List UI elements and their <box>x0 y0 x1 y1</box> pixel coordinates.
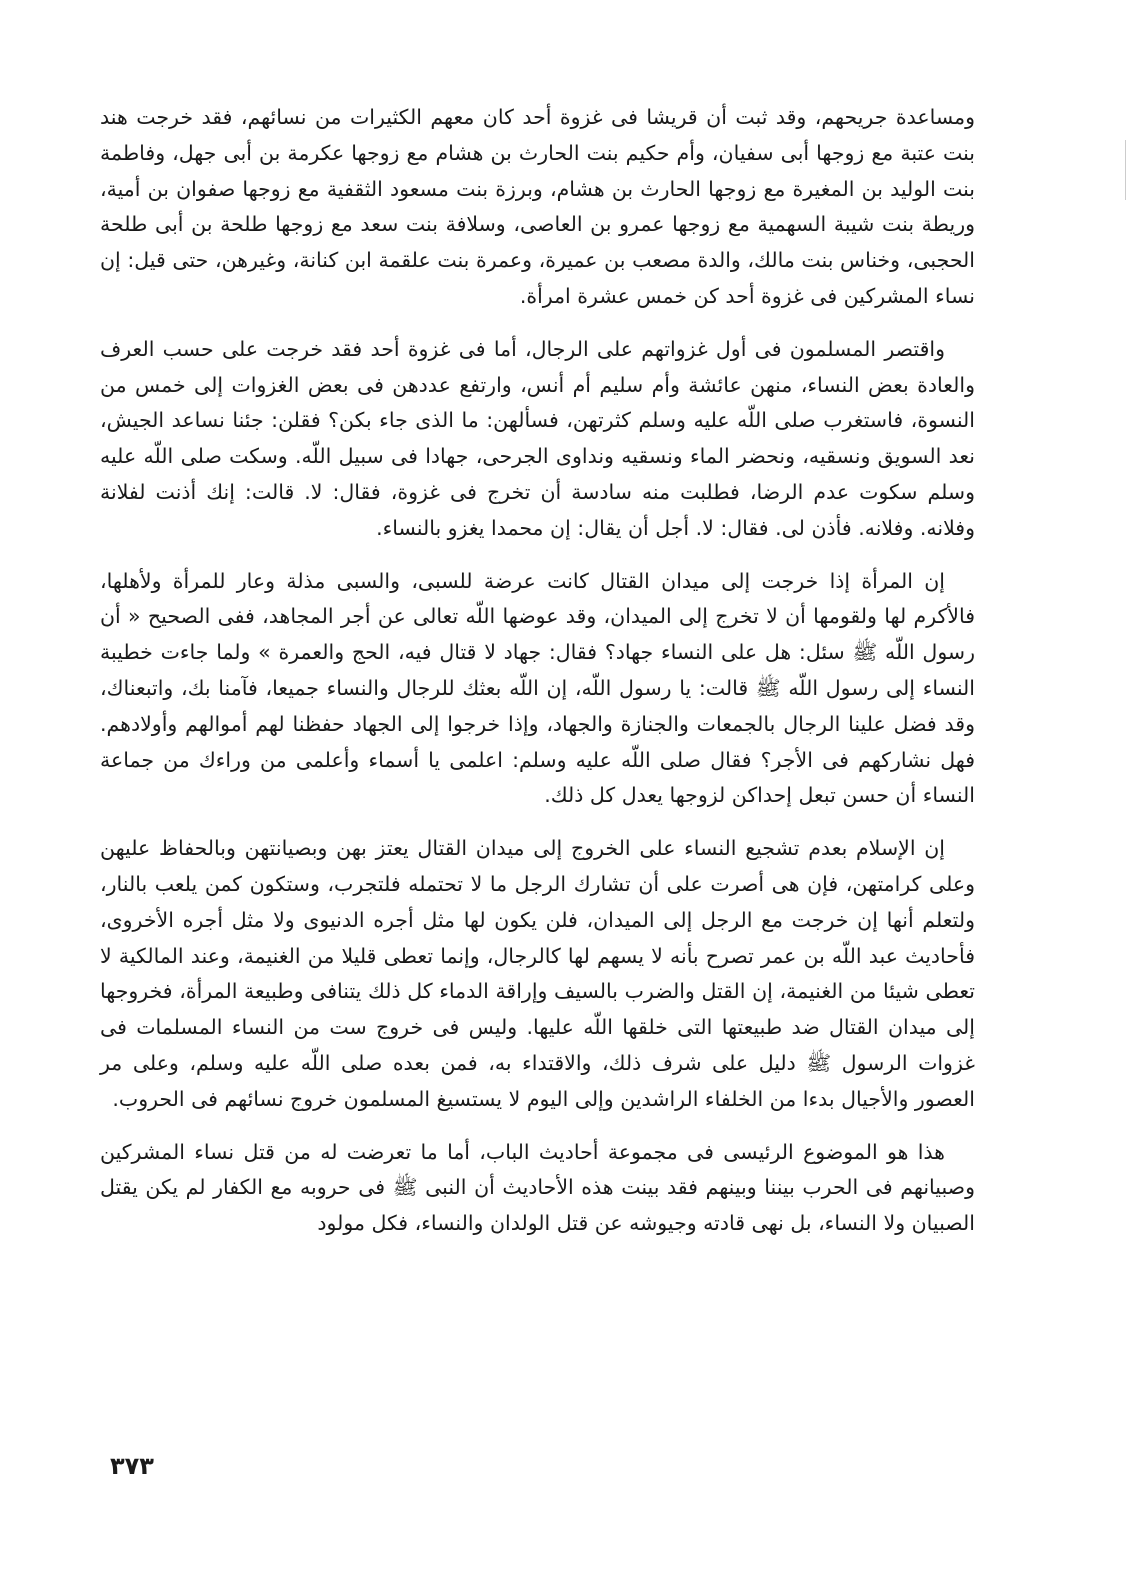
page-number: ٣٧٣ <box>110 1452 154 1480</box>
paragraph-3: إن المرأة إذا خرجت إلى ميدان القتال كانت عرضة للسبى، والسبى مذلة وعار للمرأة ولأهلها، فالأكرم لها ولقومها أن لا تخرج إلى الميدان، وقد عوضها اللّه تعالى عن أجر المجاهد، ففى الصحيح « أن رسول اللّه ﷺ سئل: هل على النساء جهاد؟ فقال: جهاد لا قتال فيه، الحج والعمرة » ولما جاءت خطيبة النساء إلى رسول اللّه ﷺ قالت: يا رسول اللّه، إن اللّه بعثك للرجال والنساء جميعا، فآمنا بك، واتبعناك، وقد فضل علينا الرجال بالجمعات والجنازة والجهاد، وإذا خرجوا إلى الجهاد حفظنا لهم أموالهم وأولادهم. فهل نشاركهم فى الأجر؟ فقال صلى اللّه عليه وسلم: اعلمى يا أسماء وأعلمى من وراءك من جماعة النساء أن حسن تبعل إحداكن لزوجها يعدل كل ذلك. <box>100 568 975 808</box>
paragraph-4: إن الإسلام بعدم تشجيع النساء على الخروج إلى ميدان القتال يعتز بهن وبصيانتهن وبالحفاظ عليهن وعلى كرامتهن، فإن هى أصرت على أن تشارك الرجل ما لا تحتمله فلتجرب، وستكون كمن يلعب بالنار، ولتعلم أنها إن خرجت مع الرجل إلى الميدان، فلن يكون لها مثل أجره الدنيوى ولا مثل أجره الأخروى، فأحاديث عبد اللّه بن عمر تصرح بأنه لا يسهم لها كالرجال، وإنما تعطى قليلا من الغنيمة، وعند المالكية لا تعطى شيئا من الغنيمة، إن القتل والضرب بالسيف وإراقة الدماء كل ذلك يتنافى وطبيعة المرأة، فخروجها إلى ميدان القتال ضد طبيعتها التى خلقها اللّه عليها. وليس فى خروج ست من النساء المسلمات فى غزوات الرسول ﷺ دليل على شرف ذلك، والاقتداء به، فمن بعده صلى اللّه عليه وسلم، وعلى مر العصور والأجيال بدءا من الخلفاء الراشدين وإلى اليوم لا يستسيغ المسلمون خروج نسائهم فى الحروب. <box>100 836 975 1111</box>
paragraph-5: هذا هو الموضوع الرئيسى فى مجموعة أحاديث الباب، أما ما تعرضت له من قتل نساء المشركين وصبيانهم فى الحرب بيننا وبينهم فقد بينت هذه الأحاديث أن النبى ﷺ فى حروبه مع الكفار لم يكن يقتل الصبيان ولا النساء، بل نهى قادته وجيوشه عن قتل الولدان والنساء، فكل مولود <box>100 1139 975 1236</box>
paragraph-1: ومساعدة جريحهم، وقد ثبت أن قريشا فى غزوة أحد كان معهم الكثيرات من نسائهم، فقد خرجت هند بنت عتبة مع زوجها أبى سفيان، وأم حكيم بنت الحارث بن هشام مع زوجها عكرمة بن أبى جهل، وفاطمة بنت الوليد بن المغيرة مع زوجها الحارث بن هشام، وبرزة بنت مسعود الثقفية مع زوجها صفوان بن أمية، وريطة بنت شيبة السهمية مع زوجها عمرو بن العاصى، وسلافة بنت سعد مع زوجها طلحة بن أبى طلحة الحجبى، وخناس بنت مالك، والدة مصعب بن عميرة، وعمرة بنت علقمة ابن كنانة، وغيرهن، حتى قيل: إن نساء المشركين فى غزوة أحد كن خمس عشرة امرأة. <box>100 105 975 308</box>
body-text <box>100 100 975 1259</box>
paragraph-2: واقتصر المسلمون فى أول غزواتهم على الرجال، أما فى غزوة أحد فقد خرجت على حسب العرف والعادة بعض النساء، منهن عائشة وأم سليم أم أنس، وارتفع عددهن فى بعض الغزوات إلى خمس من النسوة، فاستغرب صلى اللّه عليه وسلم كثرتهن، فسألهن: ما الذى جاء بكن؟ فقلن: جئنا نساعد الجيش، نعد السويق ونسقيه، ونحضر الماء ونسقيه ونداوى الجرحى، جهادا فى سبيل اللّه. وسكت صلى اللّه عليه وسلم سكوت عدم الرضا، فطلبت منه سادسة أن تخرج فى غزوة، فقال: لا. قالت: إنك أذنت لفلانة وفلانه. وفلانه. فأذن لى. فقال: لا. أجل أن يقال: إن محمدا يغزو بالنساء. <box>100 336 975 540</box>
scan-margin-mark <box>1125 140 1126 200</box>
